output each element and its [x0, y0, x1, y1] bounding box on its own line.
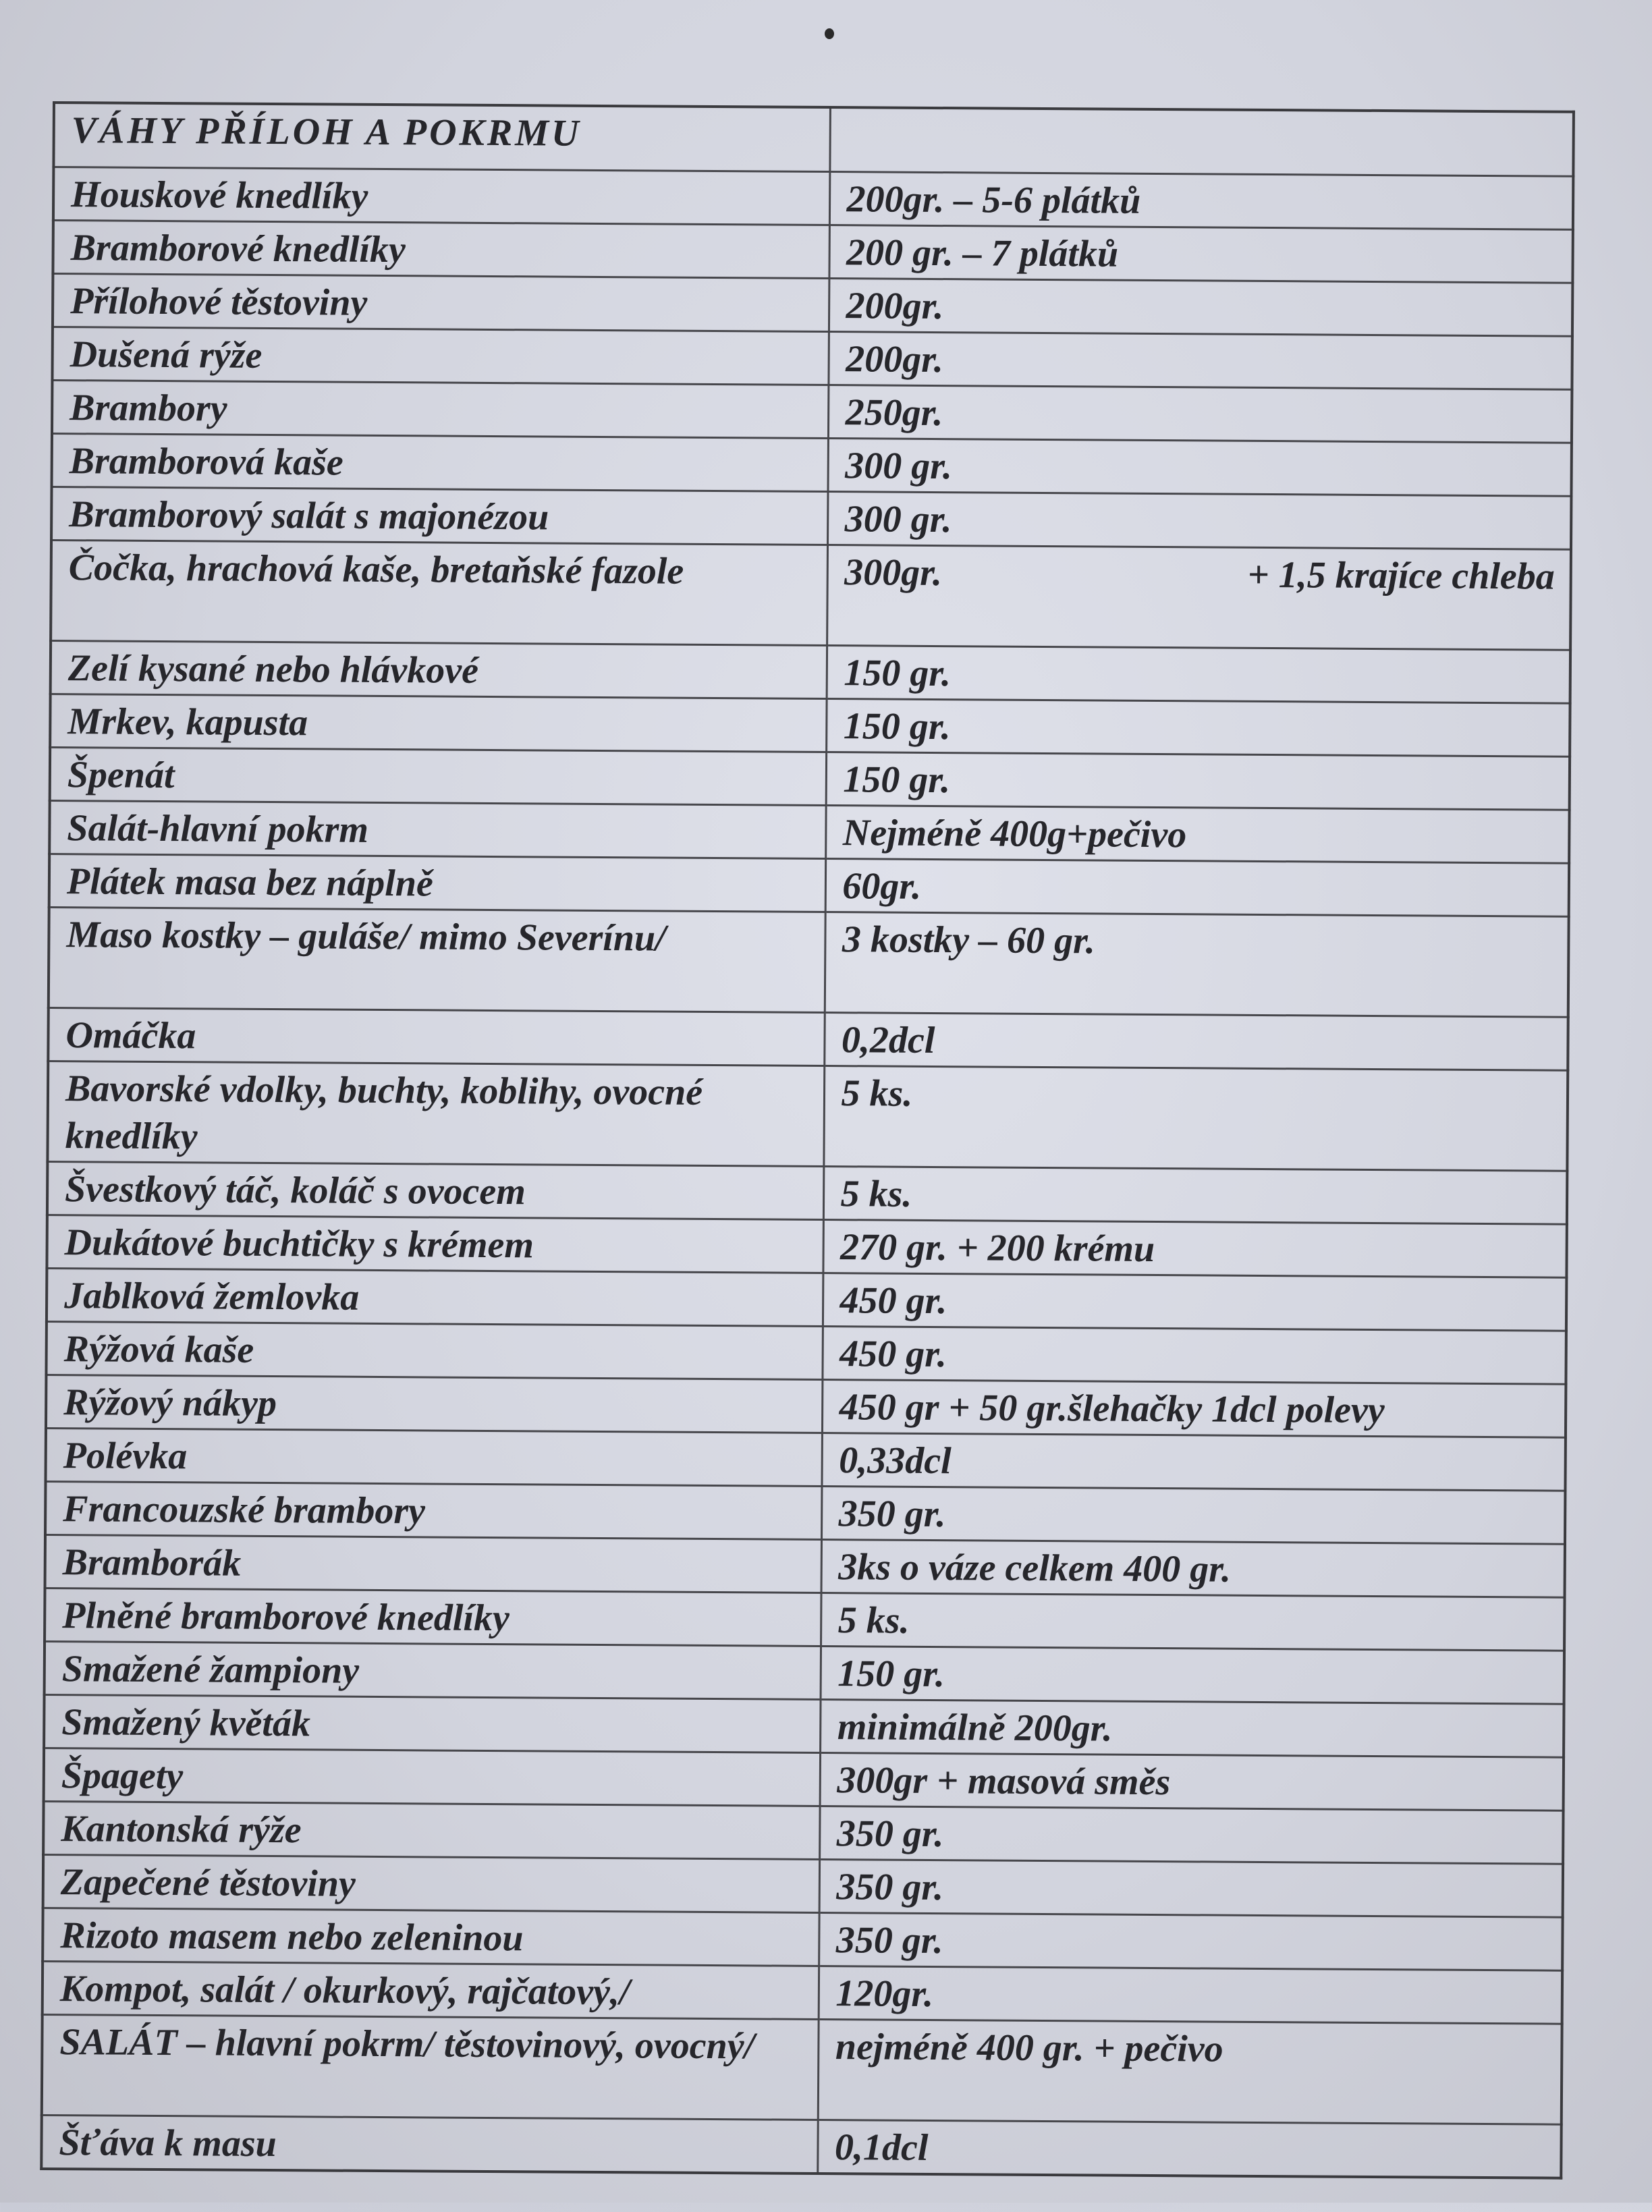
item-name: Jablková žemlovka	[47, 1268, 823, 1326]
item-amount: 350 gr.	[836, 1813, 944, 1856]
item-amount: 350 gr.	[836, 1866, 944, 1909]
item-name: Salát-hlavní pokrm	[49, 800, 825, 858]
item-name: Rizoto masem nebo zeleninou	[43, 1908, 819, 1966]
table-row	[50, 694, 1570, 756]
item-amount-cell	[820, 1699, 1564, 1757]
table-row	[44, 1748, 1564, 1810]
item-amount: 450 gr.	[839, 1333, 947, 1376]
item-amount-cell	[823, 1167, 1567, 1225]
item-name: Bavorské vdolky, buchty, koblihy, ovocné knedlíky	[47, 1061, 824, 1166]
item-name: Šťáva k masu	[41, 2115, 817, 2174]
table-row	[45, 1481, 1565, 1544]
item-name: Omáčka	[48, 1007, 824, 1066]
item-amount-cell	[826, 699, 1570, 757]
table-row	[49, 907, 1569, 1017]
item-amount: 270 gr. + 200 krému	[839, 1226, 1155, 1271]
title-empty-cell	[829, 107, 1574, 176]
weights-table	[40, 101, 1575, 2180]
item-name: Bramborová kaše	[52, 434, 828, 492]
item-name: Francouzské brambory	[45, 1481, 821, 1539]
table-row	[50, 747, 1570, 810]
table-row	[47, 1161, 1567, 1224]
table-row	[43, 1801, 1563, 1864]
table-row	[44, 1694, 1564, 1757]
item-amount-cell	[829, 225, 1572, 283]
item-amount: 350 gr.	[835, 1919, 943, 1962]
item-name: Zelí kysané nebo hlávkové	[51, 640, 827, 698]
item-amount-cell	[819, 1806, 1563, 1864]
item-name: Houskové knedlíky	[53, 167, 829, 225]
table-row	[53, 167, 1573, 230]
item-amount: 3ks o váze celkem 400 gr.	[838, 1546, 1232, 1591]
item-amount: minimálně 200gr.	[837, 1706, 1113, 1750]
item-amount: 250gr.	[845, 391, 943, 435]
item-amount: 300gr + masová směs	[837, 1759, 1171, 1804]
item-amount-cell	[829, 172, 1573, 230]
item-amount: 5 ks.	[837, 1599, 910, 1642]
item-amount-cell	[819, 1912, 1562, 1970]
table-row	[47, 1061, 1568, 1171]
table-row	[46, 1321, 1566, 1384]
item-amount-cell	[819, 1859, 1563, 1917]
table-row	[46, 1428, 1566, 1491]
table-row	[42, 2014, 1562, 2124]
item-name: Maso kostky – guláše/ mimo Severínu/	[49, 907, 825, 1012]
item-name: Špagety	[44, 1748, 820, 1806]
item-name: Smažený květák	[44, 1694, 820, 1752]
item-amount-cell	[824, 1013, 1568, 1071]
table-row	[46, 1375, 1566, 1437]
item-amount-cell	[820, 1752, 1564, 1810]
item-amount-cell	[825, 806, 1569, 864]
item-amount: 350 gr.	[838, 1493, 946, 1536]
table-row	[43, 1908, 1562, 1970]
item-name: Rýžový nákyp	[46, 1375, 822, 1433]
item-amount: 200gr. – 5-6 plátků	[846, 178, 1141, 222]
table-row	[51, 541, 1571, 651]
item-name: Mrkev, kapusta	[50, 694, 826, 752]
item-amount: nejméně 400 gr. + pečivo	[835, 2026, 1223, 2070]
item-name: Zapečené těstoviny	[43, 1854, 819, 1912]
item-amount: 300gr.	[844, 551, 943, 595]
item-amount: 450 gr.	[839, 1279, 947, 1323]
table-row	[45, 1588, 1564, 1651]
item-name: Plátek masa bez náplně	[49, 854, 825, 912]
document-sheet	[40, 101, 1572, 2212]
item-amount-cell	[821, 1486, 1565, 1544]
item-amount-cell	[821, 1593, 1564, 1651]
item-amount-cell	[825, 859, 1569, 917]
item-amount: 5 ks.	[841, 1072, 913, 1115]
item-amount-cell	[823, 1273, 1566, 1331]
item-name: Švestkový táč, koláč s ovocem	[47, 1161, 823, 1219]
item-amount: 0,33dcl	[839, 1439, 952, 1483]
item-amount-cell	[817, 2120, 1561, 2178]
item-name: Kompot, salát / okurkový, rajčatový,/	[43, 1961, 819, 2019]
item-name: SALÁT – hlavní pokrm/ těstovinový, ovocný/	[42, 2014, 819, 2120]
item-name: Špenát	[50, 747, 826, 805]
item-amount-cell	[829, 279, 1572, 337]
item-amount: 450 gr + 50 gr.šlehačky 1dcl polevy	[839, 1386, 1385, 1432]
table-row	[43, 1854, 1563, 1917]
item-amount-cell	[827, 439, 1571, 497]
item-name: Plněné bramborové knedlíky	[45, 1588, 821, 1646]
item-name: Rýžová kaše	[46, 1321, 822, 1379]
item-amount-cell	[821, 1539, 1565, 1597]
item-amount-cell	[828, 385, 1572, 443]
item-name: Brambory	[52, 381, 828, 439]
item-name: Smažené žampiony	[45, 1641, 821, 1699]
item-amount-cell	[823, 1066, 1568, 1171]
item-amount: 200gr.	[845, 338, 944, 381]
item-name: Čočka, hrachová kaše, bretaňské fazole	[51, 541, 827, 646]
item-name: Dukátové buchtičky s krémem	[47, 1215, 823, 1273]
item-name: Bramborák	[45, 1534, 821, 1593]
weights-table-body	[41, 103, 1574, 2178]
table-row	[45, 1534, 1565, 1597]
item-name: Bramborový salát s majonézou	[51, 487, 827, 545]
item-amount: 300 gr.	[844, 498, 952, 541]
table-row	[52, 434, 1572, 497]
item-amount-cell	[818, 2019, 1562, 2124]
item-amount: 300 gr.	[845, 445, 953, 488]
table-row	[49, 854, 1569, 916]
item-amount-cell	[822, 1380, 1566, 1438]
table-row	[49, 800, 1569, 863]
pin-hole	[825, 28, 834, 39]
item-amount-cell	[827, 545, 1571, 651]
table-row	[51, 487, 1571, 550]
item-amount: 60gr.	[842, 865, 922, 908]
item-amount: 0,1dcl	[834, 2126, 929, 2169]
item-amount-cell	[826, 752, 1570, 810]
table-row	[52, 381, 1572, 443]
item-name: Bramborové knedlíky	[53, 221, 829, 279]
table-row	[41, 2115, 1561, 2178]
table-row	[53, 221, 1572, 283]
item-amount: 3 kostky – 60 gr.	[842, 918, 1096, 962]
table-row	[52, 327, 1572, 390]
item-amount: 200 gr. – 7 plátků	[846, 231, 1119, 275]
item-amount: 150 gr.	[843, 705, 951, 748]
item-amount: Nejméně 400g+pečivo	[842, 812, 1187, 856]
item-name: Kantonská rýže	[43, 1801, 819, 1859]
table-row	[51, 640, 1570, 703]
item-amount-cell	[828, 332, 1572, 390]
table-row	[45, 1641, 1564, 1704]
item-name: Dušená rýže	[52, 327, 828, 385]
item-amount-cell	[821, 1433, 1565, 1491]
table-row	[43, 1961, 1562, 2024]
document-title: VÁHY PŘÍLOH A POKRMU	[53, 103, 830, 172]
item-amount: 200gr.	[846, 285, 944, 328]
item-amount-cell	[822, 1327, 1566, 1385]
table-row	[47, 1268, 1566, 1331]
item-amount: 150 gr.	[837, 1653, 945, 1696]
table-row	[53, 274, 1572, 337]
item-amount-cell	[821, 1646, 1564, 1704]
table-row	[47, 1215, 1566, 1277]
item-amount-cell	[823, 1220, 1566, 1278]
item-name: Přílohové těstoviny	[53, 274, 829, 332]
item-amount-extra: + 1,5 krajíce chleba	[1247, 553, 1555, 598]
item-amount: 120gr.	[835, 1972, 934, 2016]
table-title-row	[53, 103, 1574, 176]
item-amount: 150 gr.	[843, 758, 951, 802]
table-row	[48, 1007, 1568, 1070]
item-amount-cell	[827, 646, 1570, 704]
item-amount: 150 gr.	[844, 652, 952, 695]
item-amount: 0,2dcl	[841, 1019, 935, 1062]
item-amount: 5 ks.	[840, 1173, 912, 1215]
item-amount-cell	[827, 492, 1571, 550]
item-amount-cell	[819, 1966, 1562, 2024]
item-name: Polévka	[46, 1428, 822, 1486]
item-amount-cell	[825, 912, 1569, 1018]
